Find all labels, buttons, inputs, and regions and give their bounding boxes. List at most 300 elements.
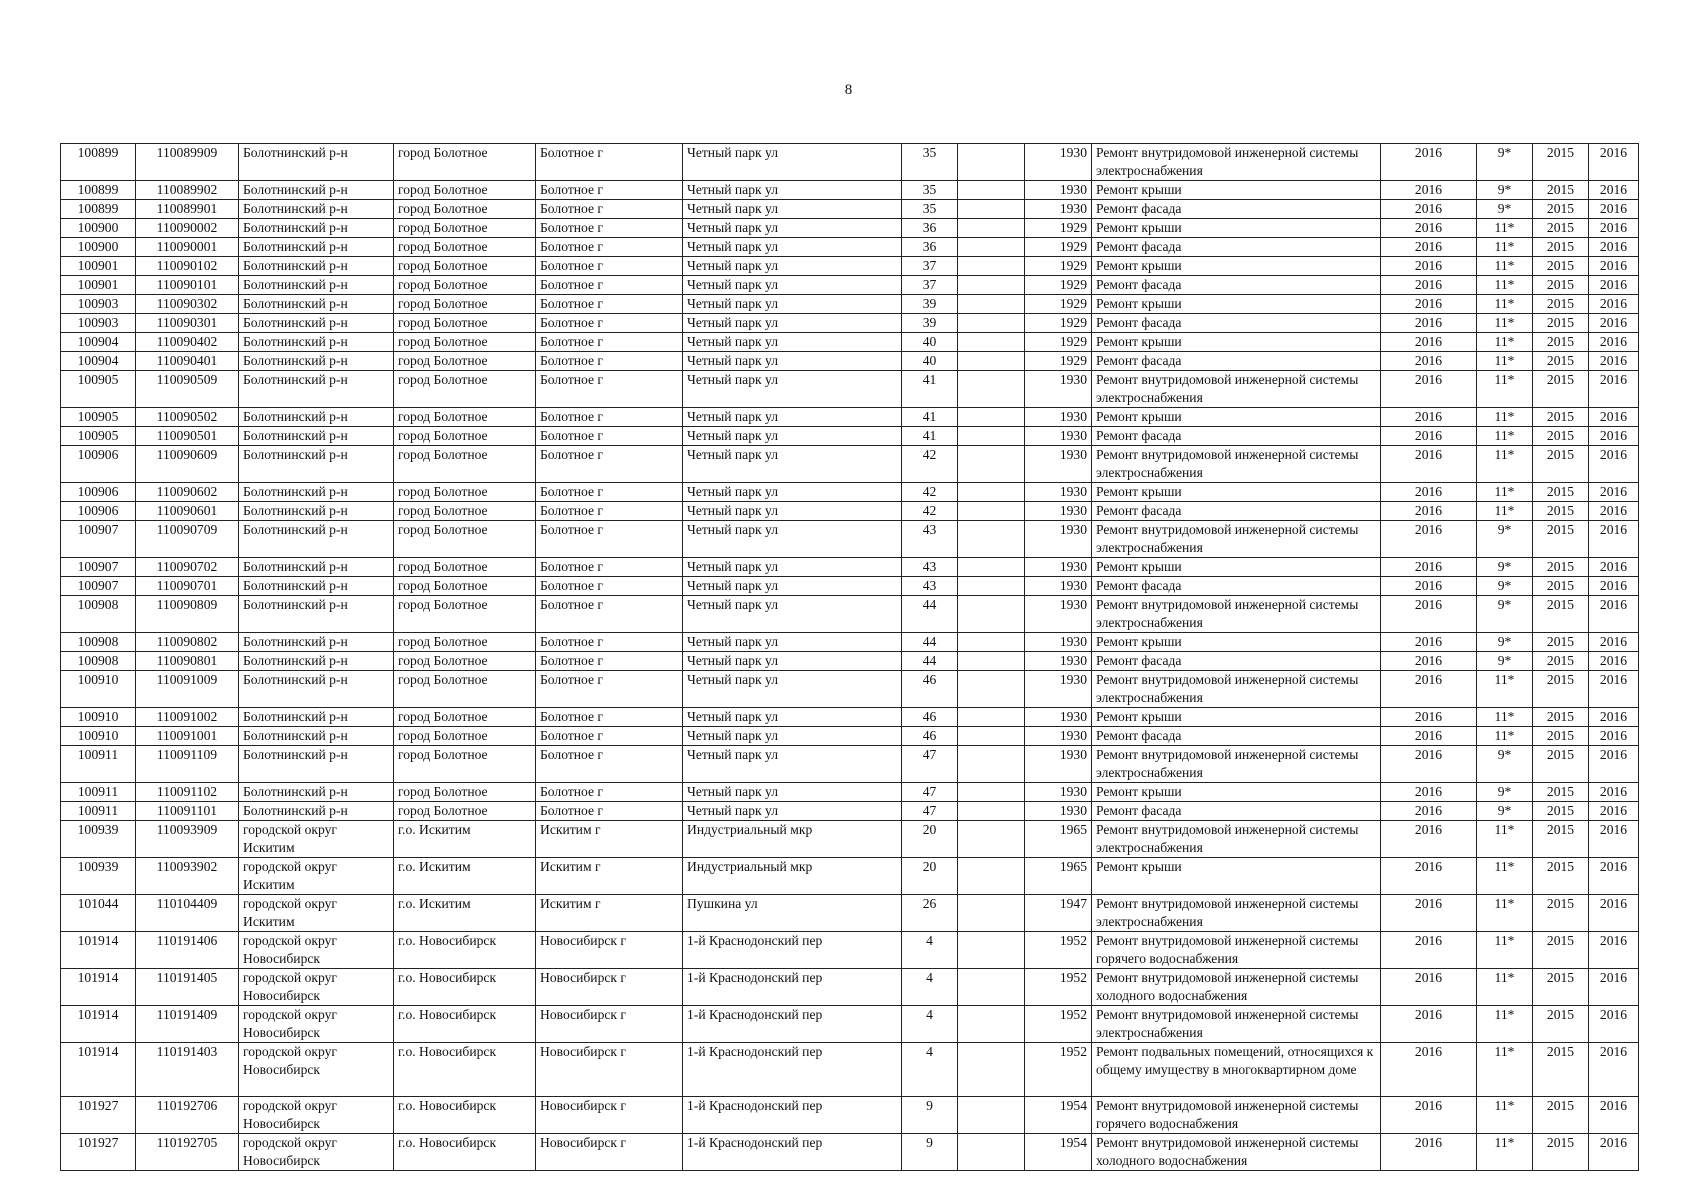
cell-work-type: Ремонт фасада (1092, 238, 1381, 257)
cell-locality: Болотное г (536, 200, 683, 219)
cell-work-code: 110090701 (136, 577, 239, 596)
table-row (61, 895, 1639, 932)
cell-floors: 11* (1477, 333, 1533, 352)
cell-work-type: Ремонт внутридомовой инженерной системы холодного водоснабжения (1092, 969, 1381, 1006)
cell-house-id: 100911 (61, 746, 136, 783)
cell-work-code: 110090302 (136, 295, 239, 314)
cell-end-year: 2016 (1589, 238, 1639, 257)
cell-work-code: 110091101 (136, 802, 239, 821)
cell-house-number: 9 (902, 1134, 958, 1171)
cell-floors: 9* (1477, 652, 1533, 671)
cell-end-year: 2016 (1589, 821, 1639, 858)
cell-end-year: 2016 (1589, 783, 1639, 802)
cell-work-type: Ремонт внутридомовой инженерной системы холодного водоснабжения (1092, 1134, 1381, 1171)
cell-municipality: город Болотное (394, 746, 536, 783)
cell-district: городской округ Новосибирск (239, 1097, 394, 1134)
cell-work-code: 110091001 (136, 727, 239, 746)
cell-municipality: город Болотное (394, 502, 536, 521)
cell-work-type: Ремонт фасада (1092, 652, 1381, 671)
cell-district: городской округ Новосибирск (239, 969, 394, 1006)
cell-start-year: 2015 (1533, 932, 1589, 969)
cell-plan-year: 2016 (1381, 502, 1477, 521)
cell-locality: Болотное г (536, 633, 683, 652)
cell-municipality: город Болотное (394, 727, 536, 746)
cell-district: Болотнинский р-н (239, 521, 394, 558)
cell-house-number: 39 (902, 314, 958, 333)
cell-building (958, 200, 1025, 219)
cell-district: Болотнинский р-н (239, 577, 394, 596)
cell-street: Четный парк ул (683, 200, 902, 219)
cell-floors: 9* (1477, 181, 1533, 200)
cell-end-year: 2016 (1589, 932, 1639, 969)
cell-house-id: 100906 (61, 446, 136, 483)
cell-house-id: 101914 (61, 1006, 136, 1043)
cell-building (958, 238, 1025, 257)
cell-start-year: 2015 (1533, 708, 1589, 727)
cell-build-year: 1954 (1025, 1097, 1092, 1134)
cell-build-year: 1930 (1025, 181, 1092, 200)
cell-work-type: Ремонт фасада (1092, 427, 1381, 446)
cell-building (958, 276, 1025, 295)
cell-work-type: Ремонт внутридомовой инженерной системы электроснабжения (1092, 821, 1381, 858)
cell-end-year: 2016 (1589, 858, 1639, 895)
cell-locality: Новосибирск г (536, 1134, 683, 1171)
cell-building (958, 257, 1025, 276)
cell-building (958, 783, 1025, 802)
cell-locality: Болотное г (536, 502, 683, 521)
cell-plan-year: 2016 (1381, 276, 1477, 295)
cell-start-year: 2015 (1533, 895, 1589, 932)
table-row (61, 727, 1639, 746)
cell-district: Болотнинский р-н (239, 483, 394, 502)
cell-work-type: Ремонт подвальных помещений, относящихся к общему имуществу в многоквартирном доме (1092, 1043, 1381, 1097)
cell-build-year: 1930 (1025, 483, 1092, 502)
cell-start-year: 2015 (1533, 314, 1589, 333)
cell-street: Четный парк ул (683, 577, 902, 596)
cell-build-year: 1929 (1025, 238, 1092, 257)
table-row (61, 352, 1639, 371)
cell-house-id: 100905 (61, 427, 136, 446)
cell-start-year: 2015 (1533, 295, 1589, 314)
cell-floors: 11* (1477, 708, 1533, 727)
cell-district: Болотнинский р-н (239, 257, 394, 276)
cell-build-year: 1929 (1025, 314, 1092, 333)
cell-building (958, 1043, 1025, 1097)
cell-house-number: 40 (902, 333, 958, 352)
cell-house-number: 41 (902, 408, 958, 427)
cell-end-year: 2016 (1589, 408, 1639, 427)
cell-build-year: 1930 (1025, 427, 1092, 446)
cell-work-code: 110093902 (136, 858, 239, 895)
cell-district: Болотнинский р-н (239, 333, 394, 352)
cell-build-year: 1930 (1025, 802, 1092, 821)
cell-start-year: 2015 (1533, 483, 1589, 502)
cell-municipality: город Болотное (394, 633, 536, 652)
cell-floors: 11* (1477, 1134, 1533, 1171)
cell-municipality: город Болотное (394, 238, 536, 257)
cell-district: Болотнинский р-н (239, 633, 394, 652)
cell-house-number: 9 (902, 1097, 958, 1134)
cell-floors: 11* (1477, 446, 1533, 483)
cell-house-number: 44 (902, 652, 958, 671)
cell-locality: Болотное г (536, 652, 683, 671)
cell-building (958, 1006, 1025, 1043)
cell-build-year: 1930 (1025, 708, 1092, 727)
cell-floors: 11* (1477, 969, 1533, 1006)
cell-municipality: город Болотное (394, 257, 536, 276)
cell-municipality: город Болотное (394, 708, 536, 727)
cell-plan-year: 2016 (1381, 932, 1477, 969)
cell-building (958, 352, 1025, 371)
cell-start-year: 2015 (1533, 1134, 1589, 1171)
cell-build-year: 1929 (1025, 257, 1092, 276)
cell-plan-year: 2016 (1381, 257, 1477, 276)
cell-build-year: 1930 (1025, 200, 1092, 219)
cell-locality: Болотное г (536, 144, 683, 181)
cell-street: Четный парк ул (683, 408, 902, 427)
cell-building (958, 144, 1025, 181)
cell-house-id: 100910 (61, 708, 136, 727)
table-row (61, 577, 1639, 596)
cell-building (958, 802, 1025, 821)
cell-municipality: г.о. Новосибирск (394, 1006, 536, 1043)
cell-municipality: город Болотное (394, 802, 536, 821)
table-row (61, 633, 1639, 652)
cell-house-id: 100910 (61, 671, 136, 708)
cell-plan-year: 2016 (1381, 521, 1477, 558)
cell-locality: Новосибирск г (536, 1043, 683, 1097)
cell-district: Болотнинский р-н (239, 652, 394, 671)
cell-building (958, 633, 1025, 652)
table-row (61, 708, 1639, 727)
cell-house-number: 39 (902, 295, 958, 314)
cell-plan-year: 2016 (1381, 783, 1477, 802)
cell-district: городской округ Новосибирск (239, 1006, 394, 1043)
cell-build-year: 1954 (1025, 1134, 1092, 1171)
cell-street: Пушкина ул (683, 895, 902, 932)
cell-street: Четный парк ул (683, 727, 902, 746)
cell-build-year: 1930 (1025, 521, 1092, 558)
cell-work-type: Ремонт внутридомовой инженерной системы электроснабжения (1092, 371, 1381, 408)
cell-floors: 11* (1477, 1043, 1533, 1097)
cell-building (958, 558, 1025, 577)
cell-end-year: 2016 (1589, 144, 1639, 181)
cell-floors: 11* (1477, 276, 1533, 295)
cell-build-year: 1930 (1025, 783, 1092, 802)
cell-locality: Новосибирск г (536, 932, 683, 969)
cell-start-year: 2015 (1533, 408, 1589, 427)
cell-start-year: 2015 (1533, 746, 1589, 783)
cell-house-number: 37 (902, 276, 958, 295)
cell-building (958, 521, 1025, 558)
cell-municipality: город Болотное (394, 446, 536, 483)
cell-locality: Болотное г (536, 314, 683, 333)
cell-start-year: 2015 (1533, 333, 1589, 352)
cell-house-number: 35 (902, 200, 958, 219)
cell-street: Четный парк ул (683, 558, 902, 577)
cell-work-code: 110090509 (136, 371, 239, 408)
cell-house-number: 42 (902, 483, 958, 502)
cell-locality: Болотное г (536, 558, 683, 577)
cell-locality: Болотное г (536, 257, 683, 276)
cell-build-year: 1930 (1025, 633, 1092, 652)
cell-district: Болотнинский р-н (239, 802, 394, 821)
cell-municipality: г.о. Искитим (394, 895, 536, 932)
cell-municipality: город Болотное (394, 783, 536, 802)
cell-locality: Болотное г (536, 708, 683, 727)
cell-municipality: город Болотное (394, 314, 536, 333)
cell-house-id: 101914 (61, 969, 136, 1006)
cell-municipality: город Болотное (394, 558, 536, 577)
cell-district: Болотнинский р-н (239, 219, 394, 238)
cell-house-id: 100904 (61, 352, 136, 371)
cell-floors: 9* (1477, 558, 1533, 577)
cell-work-type: Ремонт внутридомовой инженерной системы электроснабжения (1092, 1006, 1381, 1043)
cell-district: Болотнинский р-н (239, 708, 394, 727)
cell-work-type: Ремонт фасада (1092, 577, 1381, 596)
cell-house-id: 100910 (61, 727, 136, 746)
cell-build-year: 1929 (1025, 295, 1092, 314)
cell-work-code: 110090102 (136, 257, 239, 276)
cell-locality: Болотное г (536, 671, 683, 708)
cell-work-type: Ремонт фасада (1092, 502, 1381, 521)
cell-start-year: 2015 (1533, 257, 1589, 276)
table-row (61, 181, 1639, 200)
cell-end-year: 2016 (1589, 446, 1639, 483)
table-row (61, 276, 1639, 295)
cell-building (958, 821, 1025, 858)
cell-house-number: 40 (902, 352, 958, 371)
cell-building (958, 408, 1025, 427)
cell-building (958, 219, 1025, 238)
cell-street: Четный парк ул (683, 257, 902, 276)
cell-municipality: город Болотное (394, 333, 536, 352)
cell-floors: 9* (1477, 200, 1533, 219)
cell-district: Болотнинский р-н (239, 446, 394, 483)
cell-plan-year: 2016 (1381, 821, 1477, 858)
cell-end-year: 2016 (1589, 502, 1639, 521)
cell-end-year: 2016 (1589, 895, 1639, 932)
cell-municipality: г.о. Искитим (394, 821, 536, 858)
cell-building (958, 596, 1025, 633)
cell-plan-year: 2016 (1381, 558, 1477, 577)
cell-floors: 11* (1477, 314, 1533, 333)
cell-end-year: 2016 (1589, 219, 1639, 238)
cell-plan-year: 2016 (1381, 181, 1477, 200)
cell-start-year: 2015 (1533, 181, 1589, 200)
cell-floors: 11* (1477, 1097, 1533, 1134)
cell-district: городской округ Искитим (239, 821, 394, 858)
cell-work-code: 110090001 (136, 238, 239, 257)
cell-municipality: г.о. Искитим (394, 858, 536, 895)
table-row (61, 1043, 1639, 1097)
cell-end-year: 2016 (1589, 483, 1639, 502)
cell-work-code: 110090601 (136, 502, 239, 521)
cell-plan-year: 2016 (1381, 333, 1477, 352)
cell-plan-year: 2016 (1381, 596, 1477, 633)
cell-end-year: 2016 (1589, 708, 1639, 727)
cell-end-year: 2016 (1589, 577, 1639, 596)
table-row (61, 408, 1639, 427)
cell-municipality: город Болотное (394, 652, 536, 671)
cell-house-number: 20 (902, 821, 958, 858)
cell-work-code: 110090501 (136, 427, 239, 446)
cell-house-number: 44 (902, 633, 958, 652)
cell-floors: 11* (1477, 502, 1533, 521)
cell-work-code: 110091002 (136, 708, 239, 727)
cell-building (958, 671, 1025, 708)
cell-end-year: 2016 (1589, 802, 1639, 821)
cell-municipality: г.о. Новосибирск (394, 932, 536, 969)
cell-work-type: Ремонт внутридомовой инженерной системы горячего водоснабжения (1092, 932, 1381, 969)
cell-floors: 11* (1477, 932, 1533, 969)
cell-district: Болотнинский р-н (239, 783, 394, 802)
cell-work-type: Ремонт крыши (1092, 219, 1381, 238)
cell-locality: Болотное г (536, 727, 683, 746)
cell-house-number: 41 (902, 371, 958, 408)
cell-municipality: город Болотное (394, 671, 536, 708)
cell-work-code: 110090609 (136, 446, 239, 483)
cell-locality: Болотное г (536, 783, 683, 802)
cell-start-year: 2015 (1533, 200, 1589, 219)
cell-work-code: 110191403 (136, 1043, 239, 1097)
cell-build-year: 1929 (1025, 219, 1092, 238)
cell-plan-year: 2016 (1381, 577, 1477, 596)
cell-work-code: 110091102 (136, 783, 239, 802)
cell-house-number: 4 (902, 1006, 958, 1043)
cell-work-type: Ремонт крыши (1092, 483, 1381, 502)
cell-street: 1-й Краснодонский пер (683, 969, 902, 1006)
cell-house-number: 4 (902, 1043, 958, 1097)
cell-work-type: Ремонт фасада (1092, 276, 1381, 295)
cell-plan-year: 2016 (1381, 1006, 1477, 1043)
cell-building (958, 652, 1025, 671)
cell-work-code: 110191405 (136, 969, 239, 1006)
cell-floors: 9* (1477, 783, 1533, 802)
cell-locality: Болотное г (536, 238, 683, 257)
table-row (61, 238, 1639, 257)
cell-district: Болотнинский р-н (239, 558, 394, 577)
cell-floors: 9* (1477, 596, 1533, 633)
work-register-table (60, 143, 1639, 1171)
table-row (61, 652, 1639, 671)
cell-start-year: 2015 (1533, 783, 1589, 802)
cell-start-year: 2015 (1533, 238, 1589, 257)
cell-plan-year: 2016 (1381, 895, 1477, 932)
cell-house-number: 43 (902, 577, 958, 596)
cell-house-id: 100904 (61, 333, 136, 352)
cell-work-type: Ремонт внутридомовой инженерной системы электроснабжения (1092, 521, 1381, 558)
table-row (61, 802, 1639, 821)
cell-start-year: 2015 (1533, 558, 1589, 577)
cell-house-number: 42 (902, 502, 958, 521)
cell-build-year: 1952 (1025, 969, 1092, 1006)
cell-building (958, 446, 1025, 483)
cell-district: городской округ Новосибирск (239, 1134, 394, 1171)
cell-building (958, 577, 1025, 596)
cell-floors: 11* (1477, 238, 1533, 257)
table-row (61, 257, 1639, 276)
cell-end-year: 2016 (1589, 746, 1639, 783)
cell-end-year: 2016 (1589, 969, 1639, 1006)
cell-work-type: Ремонт фасада (1092, 314, 1381, 333)
cell-build-year: 1930 (1025, 727, 1092, 746)
table-row (61, 858, 1639, 895)
table-row (61, 596, 1639, 633)
cell-street: Четный парк ул (683, 352, 902, 371)
cell-locality: Новосибирск г (536, 1097, 683, 1134)
cell-start-year: 2015 (1533, 969, 1589, 1006)
cell-locality: Искитим г (536, 821, 683, 858)
cell-plan-year: 2016 (1381, 1097, 1477, 1134)
table-row (61, 427, 1639, 446)
table-row (61, 1006, 1639, 1043)
cell-work-type: Ремонт крыши (1092, 858, 1381, 895)
cell-plan-year: 2016 (1381, 969, 1477, 1006)
cell-locality: Болотное г (536, 295, 683, 314)
cell-work-type: Ремонт внутридомовой инженерной системы электроснабжения (1092, 746, 1381, 783)
table-row (61, 671, 1639, 708)
cell-start-year: 2015 (1533, 144, 1589, 181)
cell-house-id: 100899 (61, 144, 136, 181)
cell-district: городской округ Искитим (239, 895, 394, 932)
cell-work-type: Ремонт фасада (1092, 802, 1381, 821)
cell-district: Болотнинский р-н (239, 596, 394, 633)
cell-building (958, 502, 1025, 521)
cell-plan-year: 2016 (1381, 1043, 1477, 1097)
table-row (61, 932, 1639, 969)
cell-build-year: 1930 (1025, 371, 1092, 408)
cell-start-year: 2015 (1533, 427, 1589, 446)
cell-house-number: 47 (902, 802, 958, 821)
cell-locality: Болотное г (536, 371, 683, 408)
cell-municipality: город Болотное (394, 483, 536, 502)
cell-district: Болотнинский р-н (239, 371, 394, 408)
cell-plan-year: 2016 (1381, 1134, 1477, 1171)
cell-floors: 11* (1477, 219, 1533, 238)
cell-start-year: 2015 (1533, 802, 1589, 821)
table-row (61, 314, 1639, 333)
cell-work-type: Ремонт фасада (1092, 200, 1381, 219)
cell-municipality: г.о. Новосибирск (394, 1043, 536, 1097)
cell-floors: 11* (1477, 727, 1533, 746)
cell-house-id: 101927 (61, 1134, 136, 1171)
cell-district: Болотнинский р-н (239, 295, 394, 314)
cell-floors: 11* (1477, 257, 1533, 276)
cell-end-year: 2016 (1589, 427, 1639, 446)
cell-district: городской округ Искитим (239, 858, 394, 895)
cell-house-id: 100906 (61, 483, 136, 502)
cell-house-id: 101044 (61, 895, 136, 932)
cell-floors: 11* (1477, 371, 1533, 408)
cell-build-year: 1930 (1025, 408, 1092, 427)
cell-house-number: 4 (902, 969, 958, 1006)
cell-street: Четный парк ул (683, 652, 902, 671)
cell-start-year: 2015 (1533, 596, 1589, 633)
cell-end-year: 2016 (1589, 558, 1639, 577)
cell-house-id: 100901 (61, 276, 136, 295)
table-row (61, 483, 1639, 502)
cell-locality: Новосибирск г (536, 1006, 683, 1043)
cell-work-type: Ремонт внутридомовой инженерной системы электроснабжения (1092, 144, 1381, 181)
cell-end-year: 2016 (1589, 257, 1639, 276)
table-row (61, 1097, 1639, 1134)
cell-end-year: 2016 (1589, 727, 1639, 746)
cell-end-year: 2016 (1589, 1097, 1639, 1134)
cell-end-year: 2016 (1589, 371, 1639, 408)
cell-street: Индустриальный мкр (683, 821, 902, 858)
cell-work-code: 110089909 (136, 144, 239, 181)
